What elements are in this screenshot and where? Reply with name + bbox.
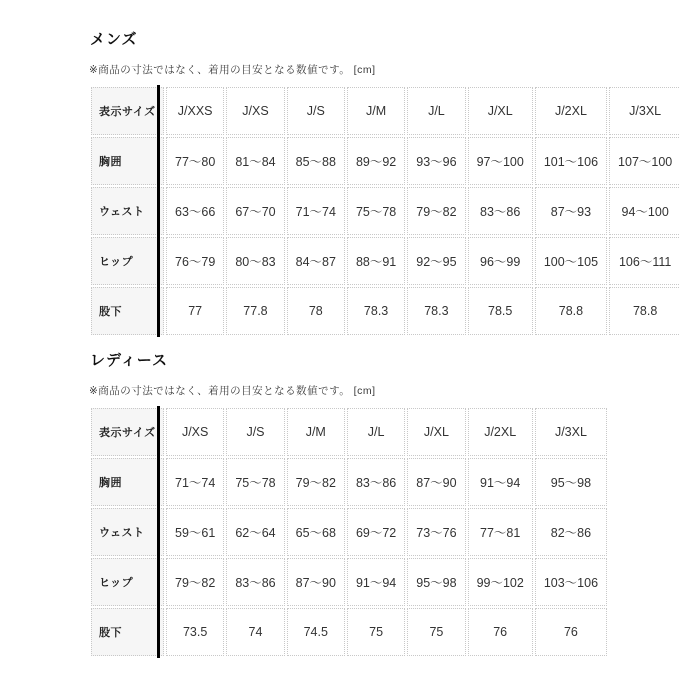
size-table-row	[91, 458, 607, 506]
size-header-cell: J/3XL	[535, 408, 607, 456]
size-header-cell: J/2XL	[535, 87, 607, 135]
measurement-label-cell: ヒップ	[91, 558, 164, 606]
size-header-cell: J/XS	[226, 87, 284, 135]
measurement-value-cell: 79〜82	[287, 458, 345, 506]
measurement-value-cell: 107〜100	[609, 137, 680, 185]
measurement-value-cell: 101〜106	[535, 137, 607, 185]
measurement-value-cell: 88〜91	[347, 237, 405, 285]
size-header-cell: J/XXS	[166, 87, 224, 135]
measurement-label-cell: 股下	[91, 287, 164, 335]
measurement-value-cell: 103〜106	[535, 558, 607, 606]
ladies-size-note: ※商品の寸法ではなく、着用の目安となる数値です。 [cm]	[89, 385, 376, 397]
measurement-value-cell: 63〜66	[166, 187, 224, 235]
measurement-value-cell: 87〜93	[535, 187, 607, 235]
measurement-value-cell: 92〜95	[407, 237, 465, 285]
measurement-value-cell: 71〜74	[287, 187, 345, 235]
size-table-row	[91, 287, 680, 335]
size-table-header-row	[91, 408, 607, 456]
size-header-cell: J/M	[347, 87, 405, 135]
size-header-cell: J/L	[407, 87, 465, 135]
size-table-header-row	[91, 87, 680, 135]
size-header-cell: J/M	[287, 408, 345, 456]
mens-size-note: ※商品の寸法ではなく、着用の目安となる数値です。 [cm]	[89, 64, 376, 76]
measurement-value-cell: 77.8	[226, 287, 284, 335]
measurement-value-cell: 100〜105	[535, 237, 607, 285]
size-table-row	[91, 508, 607, 556]
measurement-value-cell: 76	[535, 608, 607, 656]
measurement-value-cell: 87〜90	[287, 558, 345, 606]
measurement-value-cell: 82〜86	[535, 508, 607, 556]
measurement-value-cell: 67〜70	[226, 187, 284, 235]
measurement-value-cell: 74	[226, 608, 284, 656]
measurement-value-cell: 78.5	[468, 287, 533, 335]
measurement-value-cell: 75〜78	[226, 458, 284, 506]
measurement-label-cell: ウェスト	[91, 187, 164, 235]
measurement-value-cell: 79〜82	[166, 558, 224, 606]
measurement-value-cell: 93〜96	[407, 137, 465, 185]
measurement-value-cell: 78.3	[407, 287, 465, 335]
size-header-cell: J/L	[347, 408, 405, 456]
measurement-value-cell: 78	[287, 287, 345, 335]
size-header-cell: J/S	[226, 408, 284, 456]
measurement-value-cell: 80〜83	[226, 237, 284, 285]
measurement-value-cell: 83〜86	[468, 187, 533, 235]
measurement-value-cell: 73〜76	[407, 508, 465, 556]
size-header-cell: J/3XL	[609, 87, 680, 135]
measurement-value-cell: 75〜78	[347, 187, 405, 235]
size-table-row	[91, 137, 680, 185]
measurement-value-cell: 95〜98	[407, 558, 465, 606]
size-header-cell: J/XL	[468, 87, 533, 135]
size-table-row	[91, 558, 607, 606]
measurement-value-cell: 87〜90	[407, 458, 465, 506]
measurement-value-cell: 94〜100	[609, 187, 680, 235]
ladies-size-section	[89, 349, 680, 658]
measurement-value-cell: 106〜111	[609, 237, 680, 285]
measurement-value-cell: 91〜94	[468, 458, 533, 506]
measurement-value-cell: 79〜82	[407, 187, 465, 235]
measurement-value-cell: 84〜87	[287, 237, 345, 285]
measurement-label-cell: 胸囲	[91, 458, 164, 506]
mens-size-table	[89, 85, 680, 337]
measurement-value-cell: 71〜74	[166, 458, 224, 506]
measurement-value-cell: 96〜99	[468, 237, 533, 285]
size-table-row	[91, 608, 607, 656]
measurement-value-cell: 83〜86	[347, 458, 405, 506]
measurement-value-cell: 74.5	[287, 608, 345, 656]
section-title-ladies: レディース	[90, 352, 169, 369]
header-label-cell: 表示サイズ	[91, 87, 164, 135]
size-header-cell: J/S	[287, 87, 345, 135]
measurement-value-cell: 99〜102	[468, 558, 533, 606]
measurement-label-cell: 胸囲	[91, 137, 164, 185]
measurement-value-cell: 69〜72	[347, 508, 405, 556]
measurement-value-cell: 91〜94	[347, 558, 405, 606]
size-header-cell: J/XL	[407, 408, 465, 456]
measurement-value-cell: 78.3	[347, 287, 405, 335]
measurement-value-cell: 77〜81	[468, 508, 533, 556]
measurement-value-cell: 65〜68	[287, 508, 345, 556]
mens-size-section	[89, 28, 680, 337]
measurement-value-cell: 83〜86	[226, 558, 284, 606]
measurement-value-cell: 77	[166, 287, 224, 335]
measurement-value-cell: 75	[407, 608, 465, 656]
ladies-size-table-wrap	[89, 406, 680, 658]
measurement-value-cell: 78.8	[535, 287, 607, 335]
measurement-value-cell: 76	[468, 608, 533, 656]
measurement-value-cell: 89〜92	[347, 137, 405, 185]
size-table-row	[91, 187, 680, 235]
mens-size-table-wrap	[89, 85, 680, 337]
measurement-value-cell: 78.8	[609, 287, 680, 335]
measurement-value-cell: 97〜100	[468, 137, 533, 185]
measurement-value-cell: 62〜64	[226, 508, 284, 556]
measurement-value-cell: 75	[347, 608, 405, 656]
header-column-divider	[157, 85, 160, 337]
measurement-value-cell: 59〜61	[166, 508, 224, 556]
size-header-cell: J/XS	[166, 408, 224, 456]
measurement-label-cell: ヒップ	[91, 237, 164, 285]
measurement-value-cell: 77〜80	[166, 137, 224, 185]
header-column-divider	[157, 406, 160, 658]
measurement-value-cell: 85〜88	[287, 137, 345, 185]
measurement-value-cell: 73.5	[166, 608, 224, 656]
header-label-cell: 表示サイズ	[91, 408, 164, 456]
measurement-value-cell: 76〜79	[166, 237, 224, 285]
section-title-mens: メンズ	[90, 31, 138, 48]
measurement-value-cell: 81〜84	[226, 137, 284, 185]
measurement-label-cell: 股下	[91, 608, 164, 656]
measurement-label-cell: ウェスト	[91, 508, 164, 556]
size-header-cell: J/2XL	[468, 408, 533, 456]
size-table-row	[91, 237, 680, 285]
ladies-size-table	[89, 406, 609, 658]
measurement-value-cell: 95〜98	[535, 458, 607, 506]
